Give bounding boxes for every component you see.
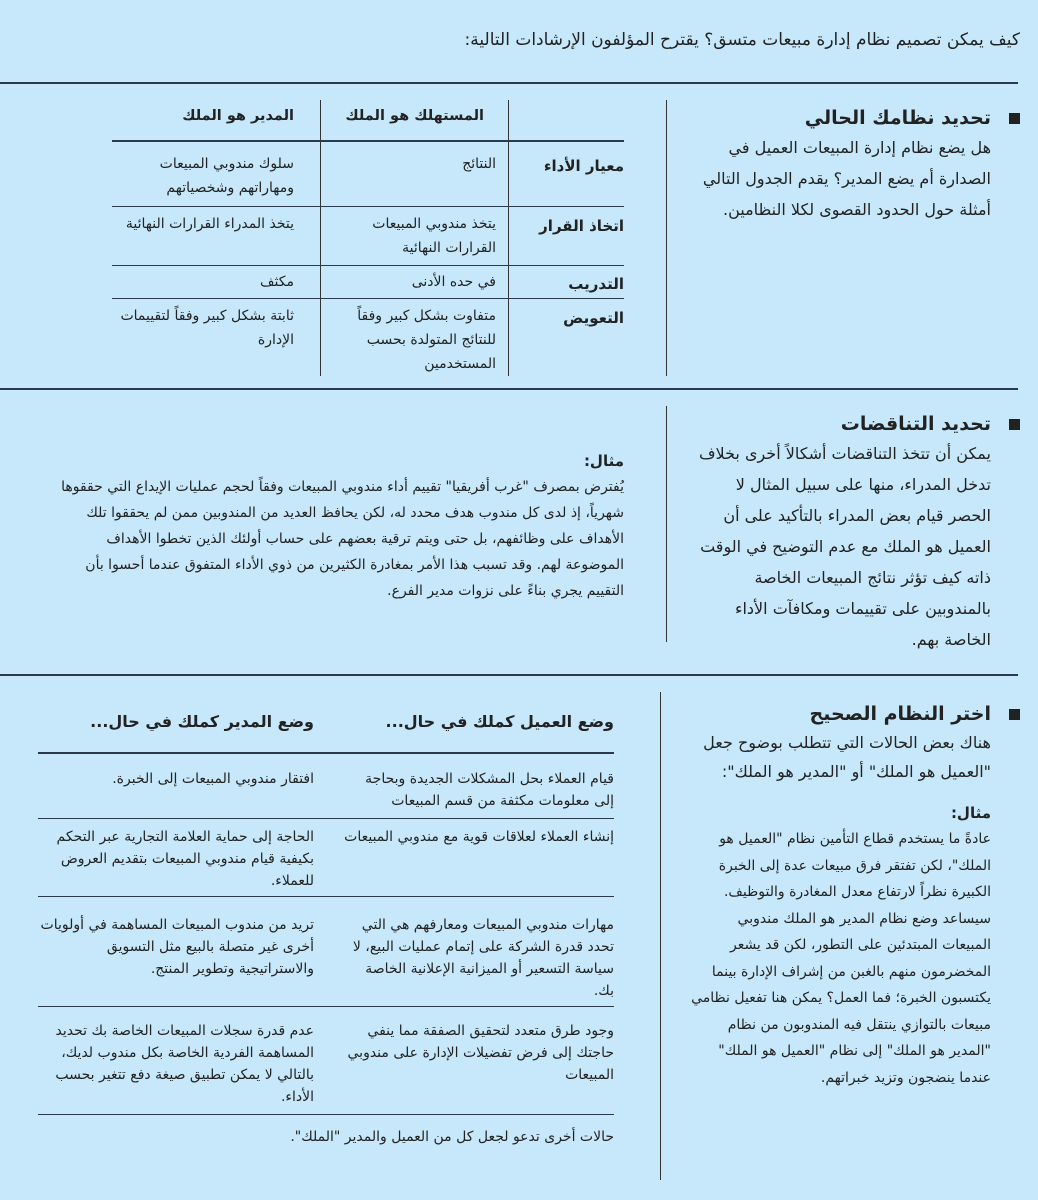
column-divider <box>666 100 667 376</box>
section-body: يمكن أن تتخذ التناقضات أشكالاً أخرى بخلاف تدخل المدراء، منها على سبيل المثال لا الحصر قيام بعض المدراء بالتأكيد على أن العميل هو الملك مع عدم التوضيح في الوقت ذاته كيف تؤثر نتائج المبيعات الخاصة بالمندوبين على تقييمات ومكافآت الأداء الخاصة بهم. <box>698 444 991 649</box>
example-box <box>48 448 624 604</box>
square-bullet-icon <box>1009 709 1020 720</box>
header-customer-king: المستهلك هو الملك <box>345 108 484 124</box>
table-row-rule <box>112 206 624 207</box>
divider <box>0 388 1018 390</box>
section-title: اختر النظام الصحيح <box>690 700 1020 728</box>
header-customer-king: وضع العميل كملك في حال... <box>385 712 614 731</box>
table-cell: مهارات مندوبي المبيعات ومعارفهم هي التي تحدد قدرة الشركة على إتمام عمليات البيع، لا سياسة التسعير أو الميزانية الإعلانية الخاصة بك. <box>352 917 614 999</box>
table-cell: قيام العملاء بحل المشكلات الجديدة وبحاجة إلى معلومات مكثفة من قسم المبيعات <box>365 771 614 809</box>
section-choose-system <box>690 700 1020 1091</box>
table-row-rule <box>112 265 624 266</box>
example-text: عادةً ما يستخدم قطاع التأمين نظام "العميل هو الملك"، لكن تفتقر فرق مبيعات عدة إلى الخبرة الكبيرة نظراً لارتفاع معدل المغادرة والتوظيف. سيساعد وضع نظام المدير هو الملك مندوبي المبيعات المبتدئين على التطور، لكن قد يشعر المخضرمون منهم بالغبن من إشراف الإدارة بينما يكتسبون الخبرة؛ فما العمل؟ يمكن هنا تفعيل نظامي مبيعات بالتوازي ينتقل فيه المندوبون من نظام "المدير هو الملك" إلى نظام "العميل هو الملك" عندما ينضجون وتزيد خبراتهم. <box>691 831 991 1086</box>
intro-question: كيف يمكن تصميم نظام إدارة مبيعات متسق؟ يقترح المؤلفون الإرشادات التالية: <box>464 30 1020 50</box>
square-bullet-icon <box>1009 419 1020 430</box>
section-body: هل يضع نظام إدارة المبيعات العميل في الصدارة أم يضع المدير؟ يقدم الجدول التالي أمثلة حول الحدود القصوى لكلا النظامين. <box>702 138 991 219</box>
table-row-rule <box>112 298 624 299</box>
header-manager-king: وضع المدير كملك في حال... <box>90 712 314 731</box>
example-label: مثال: <box>950 804 991 822</box>
example-text: يُفترض بمصرف "غرب أفريقيا" تقييم أداء مندوبي المبيعات وفقاً لحجم عمليات الإيداع التي حققوها شهرياً، إذ لدى كل مندوب هدف محدد له، لكن يحافظ العديد من المندوبين ممن لم يحققوا تلك الأهداف على وظائفهم، بل حتى ويتم ترقية بعضهم على حساب أولئك الذين تخطوا الأهداف الموضوعة لهم. وقد تسبب هذا الأمر بمغادرة الكثيرين من ذوي الأداء المتفوق عندما أحسوا بأن التقييم يجري بناءً على نزوات مدير الفرع. <box>61 479 624 599</box>
table-row-rule <box>38 1006 614 1007</box>
table-header-rule <box>38 752 614 754</box>
column-divider <box>660 692 661 1180</box>
table-cell: افتقار مندوبي المبيعات إلى الخبرة. <box>112 771 314 787</box>
table-row-rule <box>38 896 614 897</box>
table-row-rule <box>38 1114 614 1115</box>
section-body: هناك بعض الحالات التي تتطلب بوضوح جعل "العميل هو الملك" أو "المدير هو الملك": <box>703 733 991 781</box>
section-current-system <box>690 104 1020 225</box>
table-cell: وجود طرق متعدد لتحقيق الصفقة مما ينفي حاجتك إلى فرض تفضيلات الإدارة على مندوبي المبيعات <box>347 1023 614 1083</box>
example-label: مثال: <box>583 452 624 470</box>
table-row-rule <box>38 818 614 819</box>
table-cell: تريد من مندوب المبيعات المساهمة في أولويات أخرى غير متصلة بالبيع مثل التسويق والاستراتيجية وتطوير المنتج. <box>40 917 314 977</box>
section-inconsistencies <box>690 410 1020 655</box>
example-box <box>690 800 1020 1091</box>
square-bullet-icon <box>1009 113 1020 124</box>
section-title: تحديد التناقضات <box>690 410 1020 438</box>
divider <box>0 82 1018 84</box>
section-title: تحديد نظامك الحالي <box>690 104 1020 132</box>
column-divider <box>666 406 667 642</box>
table-cell: الحاجة إلى حماية العلامة التجارية عبر التحكم بكيفية قيام مندوبي المبيعات بتقديم العروض للعملاء. <box>56 829 314 889</box>
header-manager-king: المدير هو الملك <box>182 108 294 124</box>
divider <box>0 674 1018 676</box>
table-cell: إنشاء العملاء لعلاقات قوية مع مندوبي المبيعات <box>344 829 614 845</box>
table-footer: حالات أخرى تدعو لجعل كل من العميل والمدير "الملك". <box>290 1129 614 1145</box>
table-cell: عدم قدرة سجلات المبيعات الخاصة بك تحديد المساهمة الفردية الخاصة بكل مندوب لديك، بالتالي لا يمكن تطبيق صيغة دفع تتغير بحسب الأداء. <box>55 1023 314 1105</box>
table-header-rule <box>112 140 624 142</box>
